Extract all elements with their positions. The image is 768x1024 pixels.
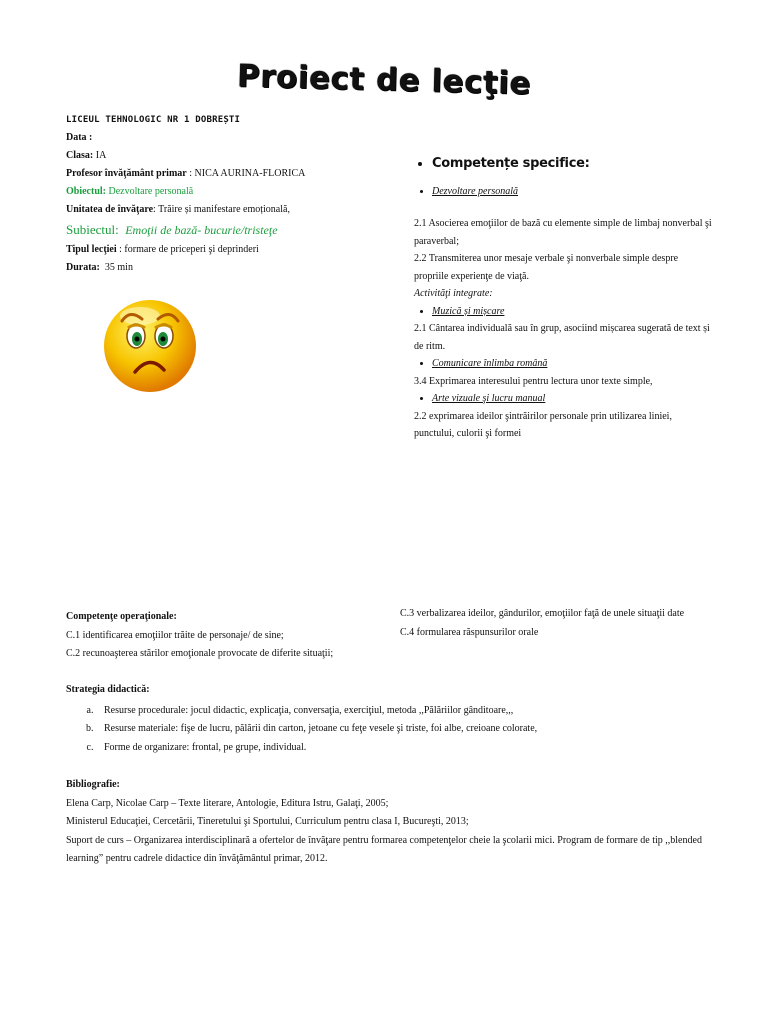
dezvoltare-label: Dezvoltare personală	[432, 185, 519, 197]
date-label: Data :	[66, 132, 93, 143]
competente-specifice	[414, 155, 714, 443]
unit-label: Unitatea de învăţare	[66, 204, 154, 215]
list-item: a. Resurse procedurale: jocul didactic, explicaţia, conversaţia, exerciţiul, metoda ,,Pălăriilor gânditoare,,,	[96, 702, 706, 721]
teacher-label: Profesor învăţământ primar	[66, 168, 187, 179]
c1: C.1 identificarea emoţiilor trăite de personaje/ de sine;	[66, 629, 284, 641]
school-name: LICEUL TEHNOLOGIC NR 1 DOBREȘTI	[66, 115, 241, 125]
class-value: IA	[95, 150, 107, 161]
strategia-didactica	[66, 681, 706, 757]
unit-value: : Trăire și manifestare emoțională,	[153, 204, 290, 215]
list-item: Elena Carp, Nicolae Carp – Texte literare, Antologie, Editura Istru, Galaţi, 2005;	[66, 797, 389, 809]
subject-value: Emoţii de bază- bucurie/tristeţe	[125, 223, 278, 237]
lesson-header	[66, 111, 366, 277]
sad-face-icon	[100, 294, 200, 394]
arte-label: Arte vizuale şi lucru manual	[432, 393, 546, 404]
c2: C.2 recunoaşterea stărilor emoţionale provocate de diferite situaţii;	[66, 648, 334, 659]
subject-label: Subiectul:	[66, 222, 119, 237]
activitati-label: Activităţi integrate:	[414, 288, 493, 299]
class-label: Clasa:	[66, 150, 94, 161]
list-item: c. Forme de organizare: frontal, pe grupe, individual.	[96, 739, 706, 758]
teacher-value: : NICA AURINA-FLORICA	[189, 168, 306, 179]
c3: C.3 verbalizarea ideilor, gândurilor, emoţiilor faţă de unele situaţii date	[400, 608, 685, 619]
cr34: 3.4 Exprimarea interesului pentru lectura unor texte simple,	[414, 375, 653, 387]
bibliografie-heading: Bibliografie:	[66, 779, 120, 790]
c22: 2.2 Transmiterea unor mesaje verbale şi nonverbale simple despre propriile experienţe de viaţă.	[414, 253, 679, 282]
page-title: Proiect de lecţie	[236, 58, 532, 102]
duration-value: 35 min	[104, 262, 133, 273]
type-label: Tipul lecţiei	[66, 244, 117, 255]
strategia-heading: Strategia didactică:	[66, 684, 150, 695]
object-label: Obiectul:	[66, 186, 106, 197]
list-item: Suport de curs – Organizarea interdisciplinară a ofertelor de învăţare pentru formarea competenţelor cheie la şcolarii mici. Program de formare de tip ,,blended learning” pentru cadrele didactice din învăţământul primar, 2012.	[66, 834, 702, 864]
c4: C.4 formularea răspunsurilor orale	[400, 626, 539, 638]
a22: 2.2 exprimarea ideilor şintrăirilor personale prin utilizarea liniei, punctului, culorii şi formei	[414, 410, 672, 439]
m21: 2.1 Cântarea individuală sau în grup, asociind mișcarea sugerată de text și de ritm.	[414, 323, 710, 352]
competente-specifice-heading: • Competențe specifice:	[432, 155, 714, 173]
comunicare-label: Comunicare înlimba română	[432, 358, 548, 369]
muzica-label: Muzică și mișcare	[432, 305, 505, 317]
bibliografie	[66, 776, 706, 869]
duration-label: Durata:	[66, 262, 100, 273]
type-value: : formare de priceperi şi deprinderi	[119, 244, 259, 255]
c21: 2.1 Asocierea emoţiilor de bază cu elemente simple de limbaj nonverbal şi paraverbal;	[414, 218, 712, 247]
list-item: b. Resurse materiale: fişe de lucru, pălării din carton, jetoane cu feţe vesele şi triste, foi albe, creioane colorate,	[96, 720, 706, 739]
object-value: Dezvoltare personală	[108, 186, 194, 197]
competente-operationale-heading: Competenţe operaţionale:	[66, 611, 177, 622]
list-item: Ministerul Educaţiei, Cercetării, Tineretului şi Sportului, Curriculum pentru clasa I, Bucureşti, 2013;	[66, 816, 469, 827]
